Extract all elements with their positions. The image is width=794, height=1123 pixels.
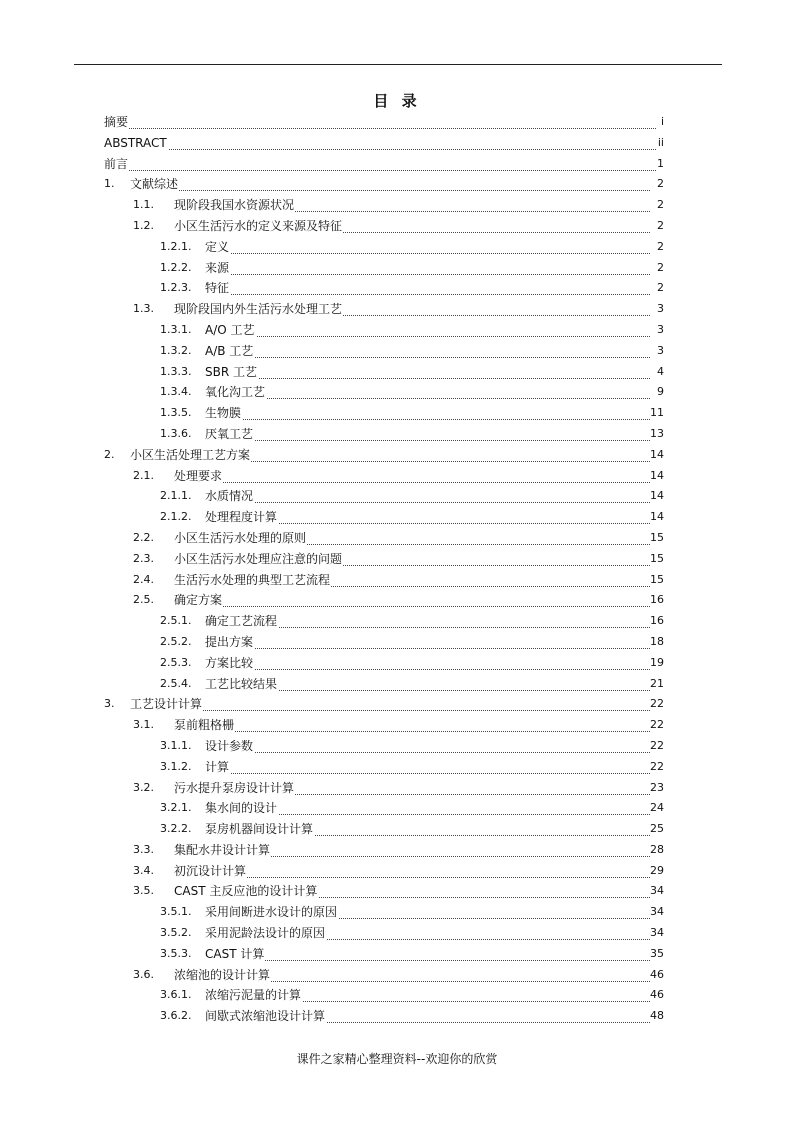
toc-entry-label: 小区生活污水的定义来源及特征 <box>174 216 343 237</box>
toc-entry[interactable] <box>104 424 664 445</box>
toc-leader-dots <box>205 237 650 254</box>
toc-entry[interactable] <box>104 840 664 861</box>
toc-entry-number: 1.2.2. <box>160 260 192 274</box>
toc-entry-label: 确定方案 <box>174 590 223 611</box>
toc-entry[interactable] <box>104 466 664 487</box>
toc-entry-number: 3.1.1. <box>160 738 192 752</box>
toc-leader-dots <box>174 466 650 483</box>
toc-entry-page: 2 <box>657 281 664 295</box>
toc-entry[interactable] <box>104 174 664 195</box>
toc-entry-label: 处理程度计算 <box>205 507 278 528</box>
toc-entry-page: 35 <box>650 946 664 960</box>
toc-entry-page: 25 <box>650 822 664 836</box>
toc-entry-number: 2.1. <box>133 468 154 482</box>
toc-entry[interactable] <box>104 881 664 902</box>
toc-entry-number: 3.1. <box>133 718 154 732</box>
toc-entry-label: 集配水井设计计算 <box>174 840 271 861</box>
toc-entry-label: 小区生活污水处理的原则 <box>174 528 307 549</box>
toc-entry-number: 1.2.3. <box>160 281 192 295</box>
toc-entry[interactable] <box>104 528 664 549</box>
toc-entry-label: 提出方案 <box>205 632 254 653</box>
toc-leader-dots <box>205 362 650 379</box>
toc-entry-label: ABSTRACT <box>104 133 168 154</box>
toc-entry-number: 2.3. <box>133 551 154 565</box>
toc-entry-page: 11 <box>650 406 664 420</box>
toc-entry-number: 2.5.2. <box>160 634 192 648</box>
toc-leader-dots <box>205 632 650 649</box>
toc-entry-label: 工艺设计计算 <box>130 694 203 715</box>
toc-leader-dots <box>205 736 650 753</box>
toc-entry-label: 厌氧工艺 <box>205 424 254 445</box>
table-of-contents <box>104 112 664 1027</box>
toc-entry-label: 污水提升泵房设计计算 <box>174 778 295 799</box>
toc-entry-number: 3.5. <box>133 884 154 898</box>
toc-entry-label: 工艺比较结果 <box>205 674 278 695</box>
toc-entry-page: 48 <box>650 1009 664 1023</box>
toc-leader-dots <box>205 341 650 358</box>
toc-entry-label: 文献综述 <box>130 174 179 195</box>
toc-entry[interactable] <box>104 299 664 320</box>
toc-entry-page: 3 <box>657 322 664 336</box>
toc-entry-page: 14 <box>650 489 664 503</box>
toc-entry-label: 来源 <box>205 258 230 279</box>
toc-entry-label: CAST 计算 <box>205 944 265 965</box>
toc-entry-number: 2.5.4. <box>160 676 192 690</box>
toc-entry-label: 计算 <box>205 757 230 778</box>
toc-entry-number: 3.6.2. <box>160 1009 192 1023</box>
toc-entry-number: 1. <box>104 177 115 191</box>
toc-leader-dots <box>205 486 650 503</box>
toc-entry-label: 摘要 <box>104 112 129 133</box>
toc-entry-label: A/O 工艺 <box>205 320 256 341</box>
toc-leader-dots <box>130 694 650 711</box>
toc-entry[interactable] <box>104 403 664 424</box>
toc-entry-number: 1.3.3. <box>160 364 192 378</box>
toc-entry-page: ii <box>657 135 664 149</box>
toc-entry-page: 29 <box>650 863 664 877</box>
toc-entry-number: 2.5.3. <box>160 655 192 669</box>
toc-entry[interactable] <box>104 902 664 923</box>
toc-entry-page: 1 <box>657 156 664 170</box>
toc-leader-dots <box>104 154 656 171</box>
toc-entry-page: 13 <box>650 426 664 440</box>
toc-entry-page: 16 <box>650 593 664 607</box>
toc-entry-number: 3.6. <box>133 967 154 981</box>
toc-entry-number: 1.2. <box>133 218 154 232</box>
toc-entry[interactable] <box>104 570 664 591</box>
toc-entry[interactable] <box>104 736 664 757</box>
toc-entry-number: 2.2. <box>133 530 154 544</box>
toc-entry-label: 设计参数 <box>205 736 254 757</box>
toc-entry[interactable] <box>104 590 664 611</box>
toc-entry-label: 处理要求 <box>174 466 223 487</box>
toc-leader-dots <box>205 382 650 399</box>
toc-entry-label: 采用泥龄法设计的原因 <box>205 923 326 944</box>
toc-entry[interactable] <box>104 507 664 528</box>
toc-leader-dots <box>205 757 650 774</box>
toc-entry-label: 确定工艺流程 <box>205 611 278 632</box>
toc-entry-number: 1.3.4. <box>160 385 192 399</box>
toc-entry-number: 2.5.1. <box>160 614 192 628</box>
toc-entry-number: 1.2.1. <box>160 239 192 253</box>
toc-entry[interactable] <box>104 923 664 944</box>
toc-entry-number: 3.4. <box>133 863 154 877</box>
toc-entry-page: 15 <box>650 530 664 544</box>
toc-entry[interactable] <box>104 715 664 736</box>
toc-entry-number: 3.5.3. <box>160 946 192 960</box>
toc-entry[interactable] <box>104 778 664 799</box>
toc-entry-page: 24 <box>650 801 664 815</box>
toc-entry-number: 3.2.1. <box>160 801 192 815</box>
toc-entry-label: 方案比较 <box>205 653 254 674</box>
toc-leader-dots <box>104 133 656 150</box>
page-footer: 课件之家精心整理资料--欢迎你的欣赏 <box>296 1052 498 1066</box>
toc-entry-number: 2.5. <box>133 593 154 607</box>
toc-entry-number: 1.3.2. <box>160 343 192 357</box>
toc-leader-dots <box>205 320 650 337</box>
toc-entry-label: 前言 <box>104 154 129 175</box>
toc-entry-label: 泵房机器间设计计算 <box>205 819 314 840</box>
toc-entry[interactable] <box>104 112 664 133</box>
toc-entry[interactable] <box>104 195 664 216</box>
toc-entry[interactable] <box>104 632 664 653</box>
toc-entry-label: 初沉设计计算 <box>174 861 247 882</box>
toc-entry-page: 2 <box>657 177 664 191</box>
toc-entry-page: 34 <box>650 884 664 898</box>
toc-entry-label: 小区生活处理工艺方案 <box>130 445 251 466</box>
toc-entry[interactable] <box>104 611 664 632</box>
toc-entry[interactable] <box>104 861 664 882</box>
toc-entry-label: 集水间的设计 <box>205 798 278 819</box>
toc-entry-page: 16 <box>650 614 664 628</box>
toc-entry-number: 3.6.1. <box>160 988 192 1002</box>
toc-entry-page: 3 <box>657 343 664 357</box>
toc-entry-label: CAST 主反应池的设计计算 <box>174 881 318 902</box>
toc-leader-dots <box>104 112 656 129</box>
toc-entry-label: 特征 <box>205 278 230 299</box>
toc-entry[interactable] <box>104 362 664 383</box>
toc-entry-number: 3.5.2. <box>160 926 192 940</box>
toc-entry[interactable] <box>104 965 664 986</box>
toc-entry-label: SBR 工艺 <box>205 362 258 383</box>
toc-entry-number: 3.1.2. <box>160 759 192 773</box>
toc-entry[interactable] <box>104 798 664 819</box>
toc-entry[interactable] <box>104 944 664 965</box>
toc-entry-label: 泵前粗格栅 <box>174 715 235 736</box>
toc-entry[interactable] <box>104 985 664 1006</box>
toc-entry-page: 22 <box>650 718 664 732</box>
toc-leader-dots <box>174 590 650 607</box>
toc-leader-dots <box>130 174 650 191</box>
toc-entry-label: 采用间断进水设计的原因 <box>205 902 338 923</box>
toc-entry-number: 3.3. <box>133 842 154 856</box>
toc-entry-label: 小区生活污水处理应注意的问题 <box>174 549 343 570</box>
toc-leader-dots <box>205 424 650 441</box>
toc-entry-label: 现阶段国内外生活污水处理工艺 <box>174 299 343 320</box>
toc-entry-page: 14 <box>650 447 664 461</box>
toc-entry-page: 28 <box>650 842 664 856</box>
toc-entry-page: 3 <box>657 302 664 316</box>
toc-entry[interactable] <box>104 382 664 403</box>
toc-entry-page: 2 <box>657 239 664 253</box>
toc-entry-label: 浓缩污泥量的计算 <box>205 985 302 1006</box>
toc-entry-label: 间歇式浓缩池设计计算 <box>205 1006 326 1027</box>
toc-entry-page: 14 <box>650 510 664 524</box>
toc-entry-page: 46 <box>650 967 664 981</box>
toc-entry[interactable] <box>104 278 664 299</box>
toc-entry[interactable] <box>104 674 664 695</box>
toc-entry-page: 23 <box>650 780 664 794</box>
toc-entry[interactable] <box>104 154 664 175</box>
toc-entry[interactable] <box>104 320 664 341</box>
toc-entry-number: 2. <box>104 447 115 461</box>
toc-entry-number: 1.3.6. <box>160 426 192 440</box>
toc-leader-dots <box>205 258 650 275</box>
toc-entry-number: 3. <box>104 697 115 711</box>
toc-leader-dots <box>205 278 650 295</box>
toc-entry[interactable] <box>104 1006 664 1027</box>
toc-entry-number: 2.1.2. <box>160 510 192 524</box>
toc-entry-page: 15 <box>650 551 664 565</box>
toc-entry-number: 1.3.1. <box>160 322 192 336</box>
toc-entry-label: 生活污水处理的典型工艺流程 <box>174 570 331 591</box>
toc-entry-number: 3.2.2. <box>160 822 192 836</box>
toc-entry-label: 现阶段我国水资源状况 <box>174 195 295 216</box>
toc-entry[interactable] <box>104 258 664 279</box>
toc-entry-number: 2.1.1. <box>160 489 192 503</box>
toc-entry-page: 2 <box>657 218 664 232</box>
toc-entry-page: 15 <box>650 572 664 586</box>
toc-entry-number: 3.2. <box>133 780 154 794</box>
toc-entry-page: 34 <box>650 926 664 940</box>
toc-entry-label: A/B 工艺 <box>205 341 254 362</box>
toc-entry-label: 生物膜 <box>205 403 242 424</box>
toc-entry[interactable] <box>104 819 664 840</box>
toc-entry-page: 46 <box>650 988 664 1002</box>
toc-entry-label: 水质情况 <box>205 486 254 507</box>
toc-entry[interactable] <box>104 757 664 778</box>
toc-entry-page: 2 <box>657 260 664 274</box>
toc-entry-label: 氧化沟工艺 <box>205 382 266 403</box>
header-rule <box>74 64 722 65</box>
toc-entry-page: 22 <box>650 738 664 752</box>
toc-entry-number: 1.3.5. <box>160 406 192 420</box>
toc-entry-number: 1.3. <box>133 302 154 316</box>
toc-entry-page: 4 <box>657 364 664 378</box>
toc-entry-page: i <box>660 115 664 128</box>
toc-entry-page: 18 <box>650 634 664 648</box>
toc-entry[interactable] <box>104 486 664 507</box>
toc-entry-label: 定义 <box>205 237 230 258</box>
toc-leader-dots <box>205 944 650 961</box>
toc-entry-label: 浓缩池的设计计算 <box>174 965 271 986</box>
toc-leader-dots <box>174 715 650 732</box>
toc-entry-page: 22 <box>650 759 664 773</box>
toc-entry-page: 19 <box>650 655 664 669</box>
page-title: 目 录 <box>373 92 421 110</box>
toc-entry[interactable] <box>104 237 664 258</box>
toc-entry[interactable] <box>104 341 664 362</box>
toc-entry-number: 3.5.1. <box>160 905 192 919</box>
toc-entry-page: 34 <box>650 905 664 919</box>
toc-entry-page: 21 <box>650 676 664 690</box>
toc-entry[interactable] <box>104 445 664 466</box>
toc-entry[interactable] <box>104 694 664 715</box>
toc-entry[interactable] <box>104 549 664 570</box>
toc-entry[interactable] <box>104 653 664 674</box>
toc-entry-page: 2 <box>657 198 664 212</box>
toc-entry-page: 14 <box>650 468 664 482</box>
toc-leader-dots <box>205 653 650 670</box>
toc-entry-page: 9 <box>657 385 664 399</box>
toc-entry-number: 1.1. <box>133 198 154 212</box>
toc-entry-number: 2.4. <box>133 572 154 586</box>
toc-entry[interactable] <box>104 216 664 237</box>
toc-entry-page: 22 <box>650 697 664 711</box>
toc-leader-dots <box>205 403 650 420</box>
toc-entry[interactable] <box>104 133 664 154</box>
